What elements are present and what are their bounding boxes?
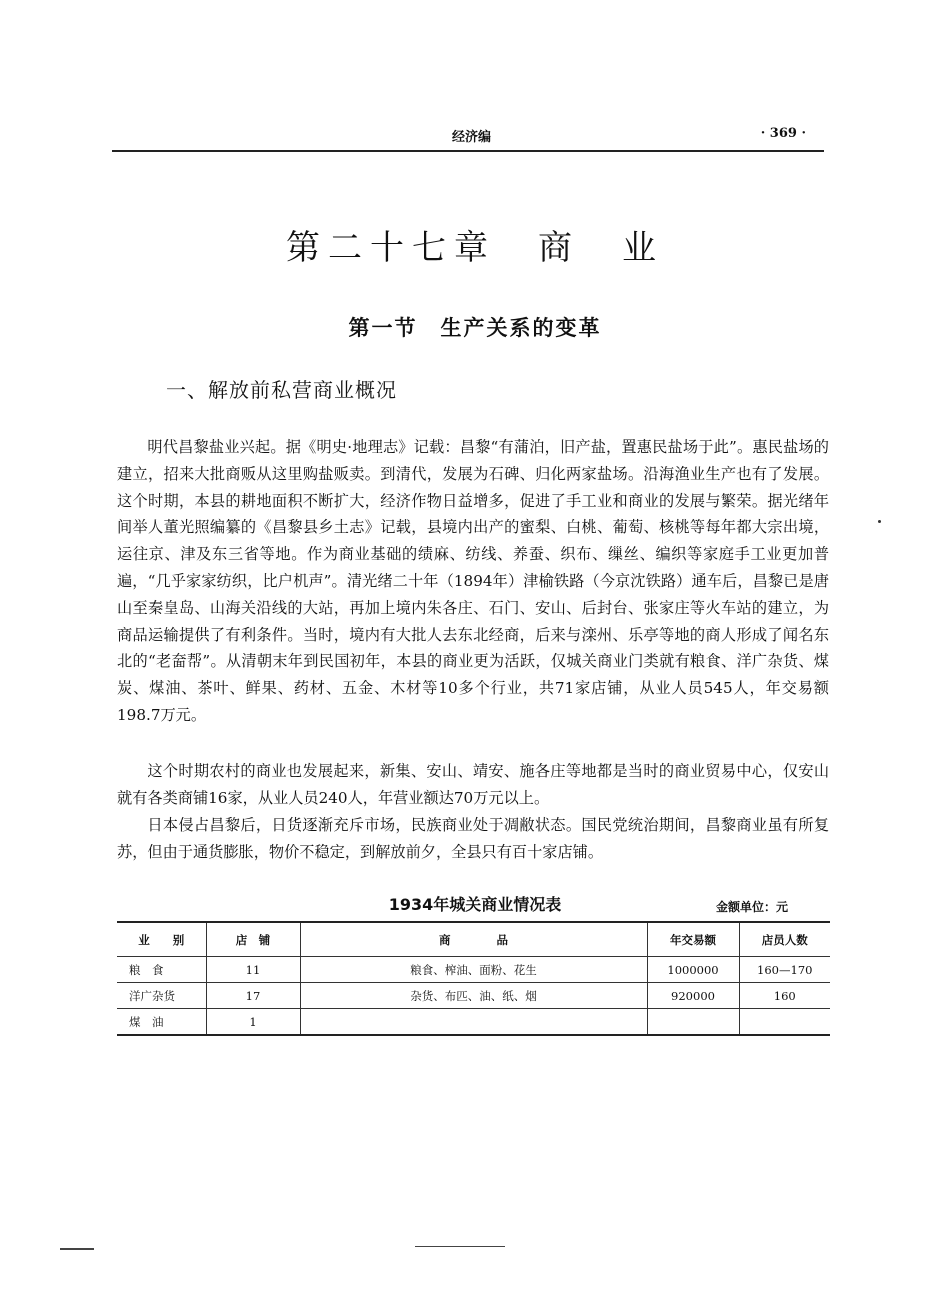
- table-row: [117, 1009, 830, 1036]
- scan-artifact: [60, 1248, 94, 1250]
- header-goods: 商 品: [300, 922, 647, 957]
- running-header: [112, 124, 824, 152]
- header-shops: 店 铺: [206, 922, 300, 957]
- cell-turnover: [647, 1009, 739, 1036]
- section-title: 第一节 生产关系的变革: [348, 316, 602, 340]
- page-number: · 369 ·: [760, 126, 806, 141]
- cell-trade: 洋广杂货: [117, 983, 206, 1009]
- paragraph-2: 这个时期农村的商业也发展起来，新集、安山、靖安、施各庄等地都是当时的商业贸易中心，仅安山就有各类商铺16家，从业人员240人，年营业额达70万元以上。: [117, 762, 829, 807]
- table-row: [117, 983, 830, 1009]
- cell-turnover: 920000: [647, 983, 739, 1009]
- running-title: 经济编: [452, 130, 492, 145]
- table-title: 1934年城关商业情况表: [388, 895, 562, 914]
- table-header-row: [117, 922, 830, 957]
- cell-goods: 粮食、榨油、面粉、花生: [300, 957, 647, 983]
- cell-shops: 11: [206, 957, 300, 983]
- header-trade: 业 别: [117, 922, 206, 957]
- cell-shops: 17: [206, 983, 300, 1009]
- table-row: [117, 957, 830, 983]
- cell-staff: [739, 1009, 830, 1036]
- table-unit: 金额单位：元: [716, 900, 789, 914]
- commerce-table: [117, 921, 830, 1036]
- header-staff: 店员人数: [739, 922, 830, 957]
- paragraph-3: 日本侵占昌黎后，日货逐渐充斥市场，民族商业处于凋敝状态。国民党统治期间，昌黎商业虽有所复苏，但由于通货膨胀，物价不稳定，到解放前夕，全县只有百十家店铺。: [117, 816, 829, 861]
- scan-artifact: [878, 520, 881, 523]
- cell-staff: 160—170: [739, 957, 830, 983]
- scan-artifact: [415, 1246, 505, 1247]
- cell-shops: 1: [206, 1009, 300, 1036]
- cell-trade: 煤 油: [117, 1009, 206, 1036]
- cell-goods: 杂货、布匹、油、纸、烟: [300, 983, 647, 1009]
- chapter-title: 第二十七章 商 业: [286, 228, 664, 268]
- paragraph-1: 明代昌黎盐业兴起。据《明史·地理志》记载：昌黎“有蒲泊，旧产盐，置惠民盐场于此”。惠民盐场的建立，招来大批商贩从这里购盐贩卖。到清代，发展为石碑、归化两家盐场。沿海渔业生产也有了发展。这个时期，本县的耕地面积不断扩大，经济作物日益增多，促进了手工业和商业的发展与繁荣。据光绪年间举人董光照编纂的《昌黎县乡土志》记载，县境内出产的蜜梨、白桃、葡萄、核桃等每年都大宗出境，运往京、津及东三省等地。作为商业基础的绩麻、纺线、养蚕、织布、缫丝、编织等家庭手工业更加普遍，“几乎家家纺织，比户机声”。清光绪二十年（1894年）津榆铁路（今京沈铁路）通车后，昌黎已是唐山至秦皇岛、山海关沿线的大站，再加上境内朱各庄、石门、安山、后封台、张家庄等火车站的建立，为商品运输提供了有利条件。当时，境内有大批人去东北经商，后来与滦州、乐亭等地的商人形成了闻名东北的“老奤帮”。从清朝末年到民国初年，本县的商业更为活跃，仅城关商业门类就有粮食、洋广杂货、煤炭、煤油、茶叶、鲜果、药材、五金、木材等10多个行业，共71家店铺，从业人员545人，年交易额198.7万元。: [117, 438, 829, 724]
- cell-staff: 160: [739, 983, 830, 1009]
- header-turnover: 年交易额: [647, 922, 739, 957]
- cell-goods: [300, 1009, 647, 1036]
- subsection-title: 一、解放前私营商业概况: [166, 378, 397, 402]
- cell-turnover: 1000000: [647, 957, 739, 983]
- cell-trade: 粮 食: [117, 957, 206, 983]
